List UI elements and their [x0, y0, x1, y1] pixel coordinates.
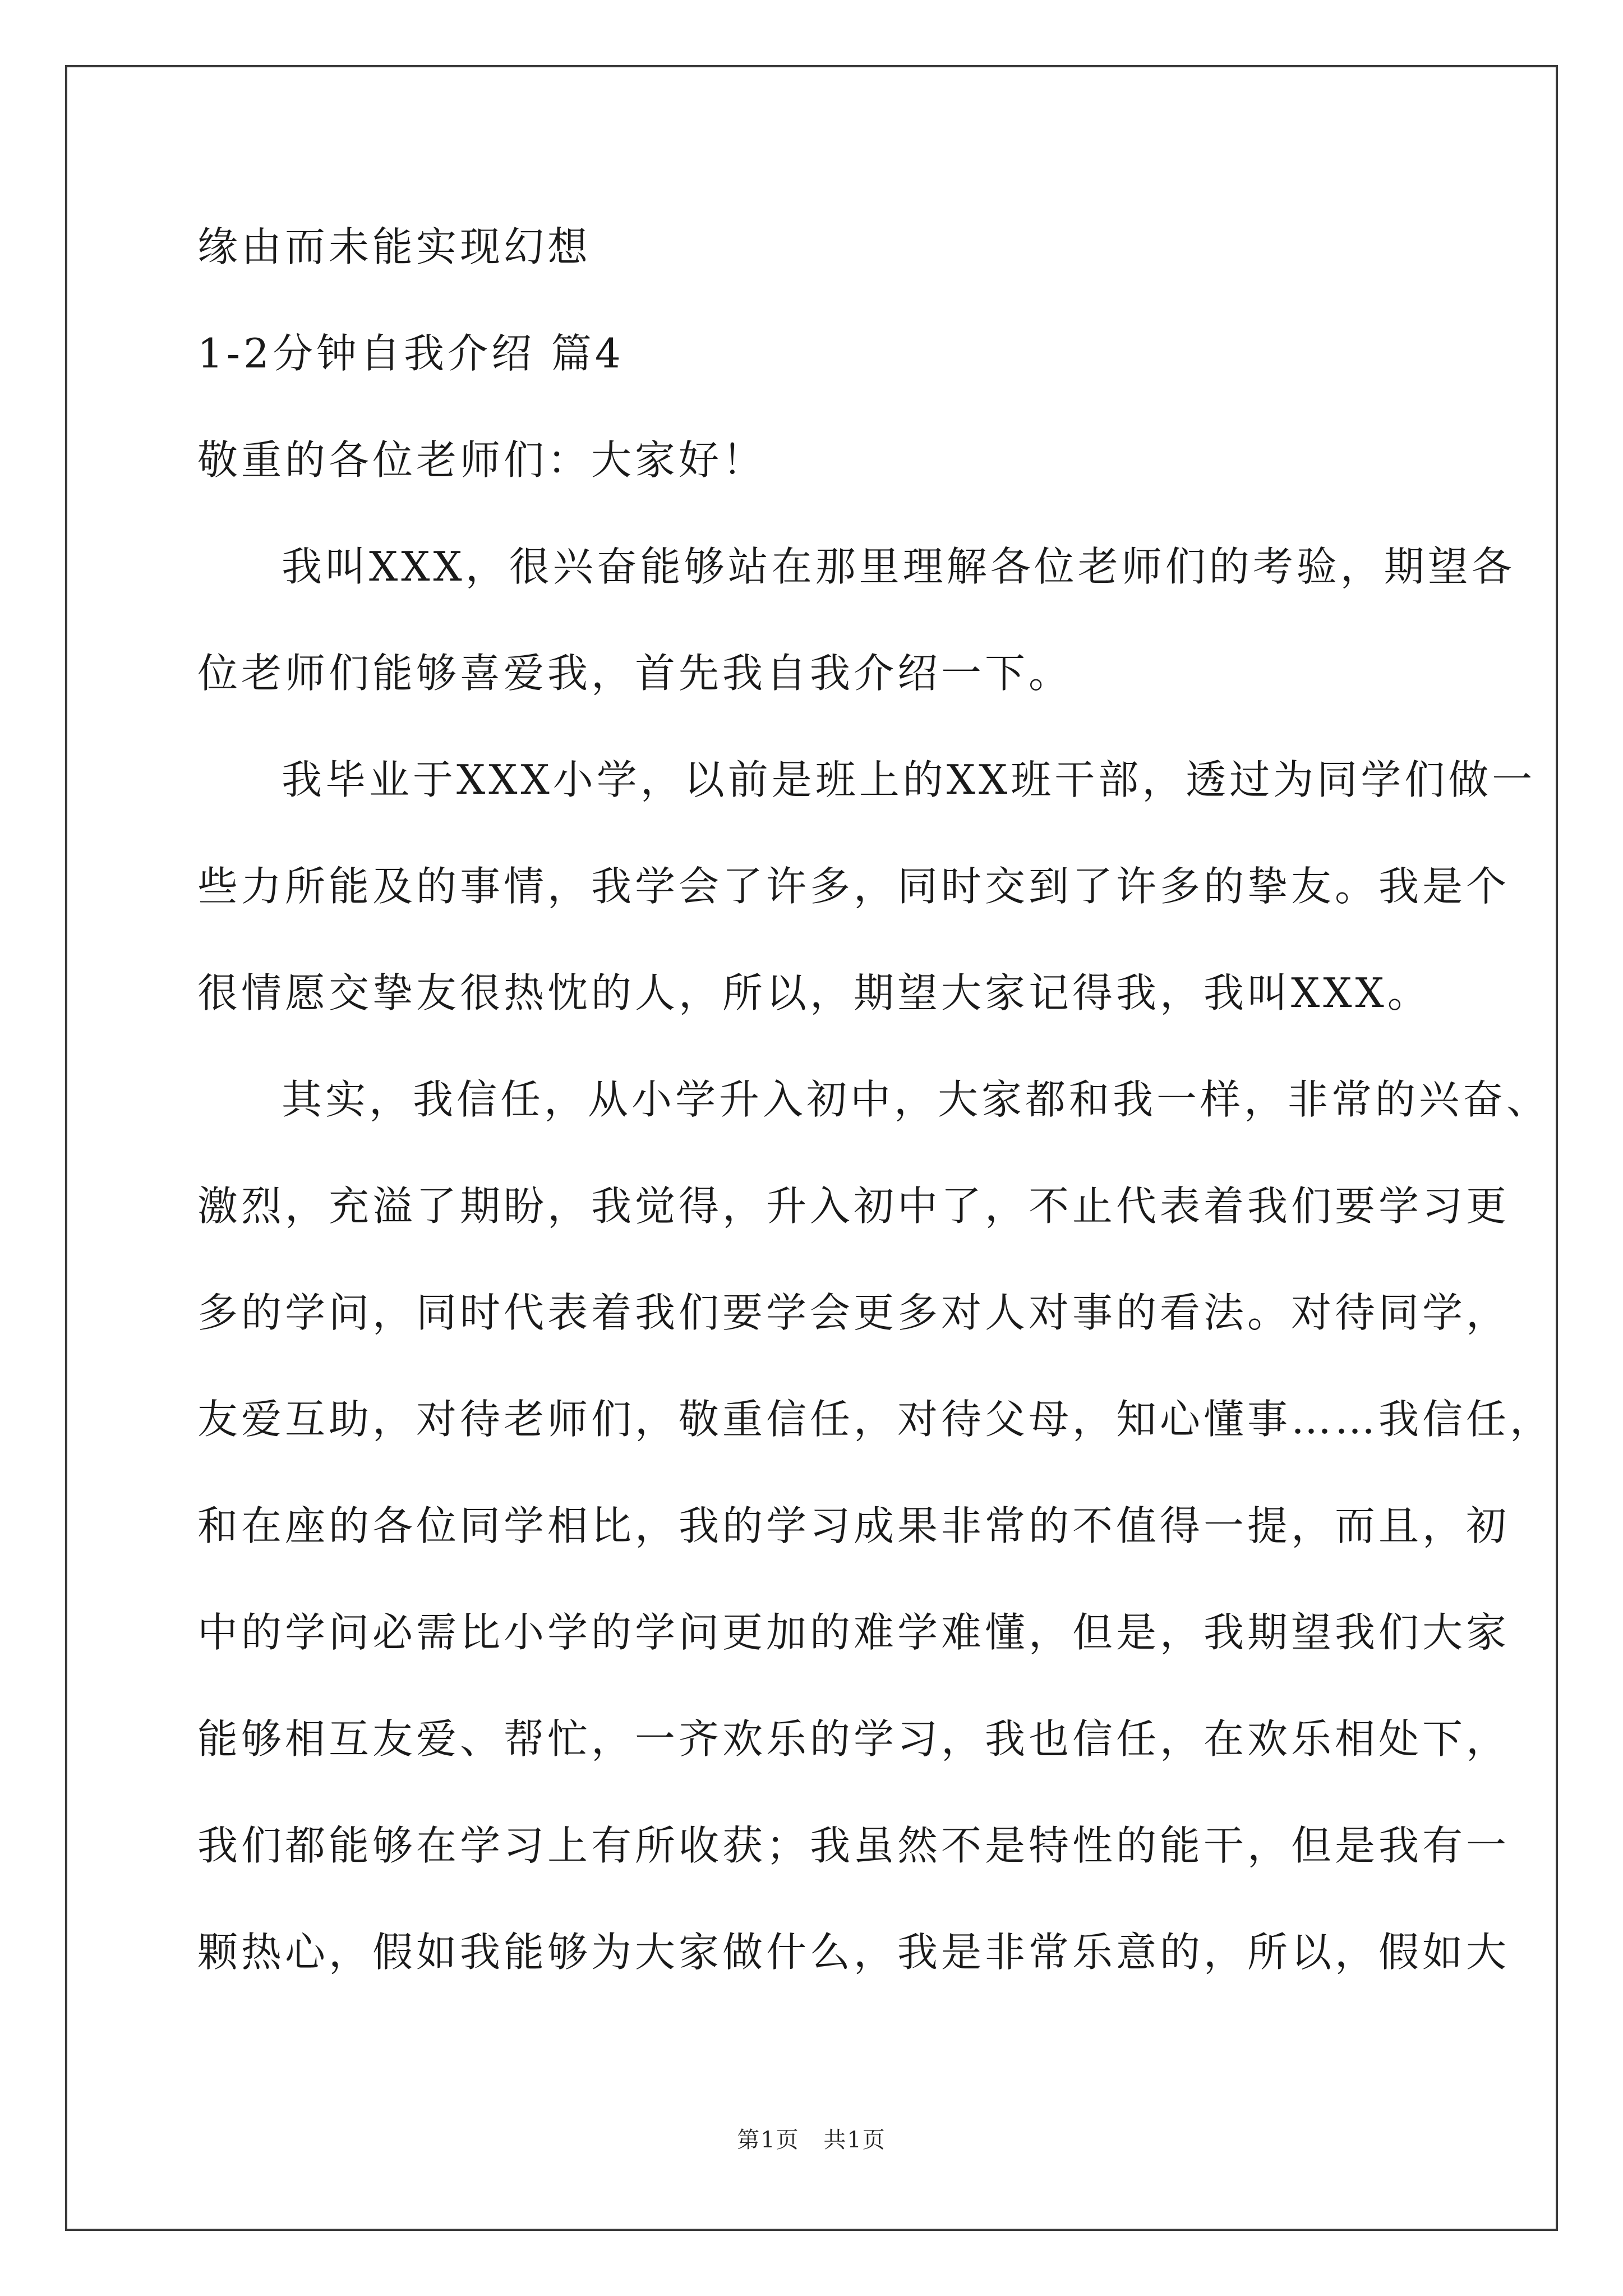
text-line: 激烈，充溢了期盼，我觉得，升入初中了，不止代表着我们要学习更	[197, 1182, 1510, 1230]
text-line: 我毕业于XXX小学，以前是班上的XX班干部，透过为同学们做一	[282, 756, 1536, 803]
text-line: 位老师们能够喜爱我，首先我自我介绍一下。	[197, 650, 1073, 697]
page-footer	[0, 2126, 1623, 2154]
text-line: 很情愿交挚友很热忱的人，所以，期望大家记得我，我叫XXX。	[197, 969, 1431, 1016]
text-line: 我们都能够在学习上有所收获；我虽然不是特性的能干，但是我有一	[197, 1822, 1510, 1869]
text-line: 颗热心，假如我能够为大家做什么，我是非常乐意的，所以，假如大	[197, 1929, 1510, 1976]
page-total: 共1页	[823, 2127, 886, 2153]
text-line: 友爱互助，对待老师们，敬重信任，对待父母，知心懂事……我信任，	[197, 1396, 1554, 1443]
text-line: 多的学问，同时代表着我们要学会更多对人对事的看法。对待同学，	[197, 1289, 1510, 1336]
text-line: 些力所能及的事情，我学会了许多，同时交到了许多的挚友。我是个	[197, 863, 1510, 910]
section-heading: 1-2分钟自我介绍 篇4	[197, 330, 624, 377]
text-line: 中的学问必需比小学的学问更加的难学难懂，但是，我期望我们大家	[197, 1609, 1510, 1656]
text-line: 和在座的各位同学相比，我的学习成果非常的不值得一提，而且，初	[197, 1502, 1510, 1549]
page-number: 第1页	[737, 2127, 800, 2153]
text-line: 缘由而未能实现幻想	[197, 223, 592, 270]
text-line: 能够相互友爱、帮忙，一齐欢乐的学习，我也信任，在欢乐相处下，	[197, 1715, 1510, 1763]
salutation: 敬重的各位老师们：大家好！	[197, 436, 767, 484]
page-border	[65, 65, 1558, 2231]
text-line: 其实，我信任，从小学升入初中，大家都和我一样，非常的兴奋、	[282, 1076, 1551, 1123]
text-line: 我叫XXX，很兴奋能够站在那里理解各位老师们的考验，期望各	[282, 543, 1515, 590]
